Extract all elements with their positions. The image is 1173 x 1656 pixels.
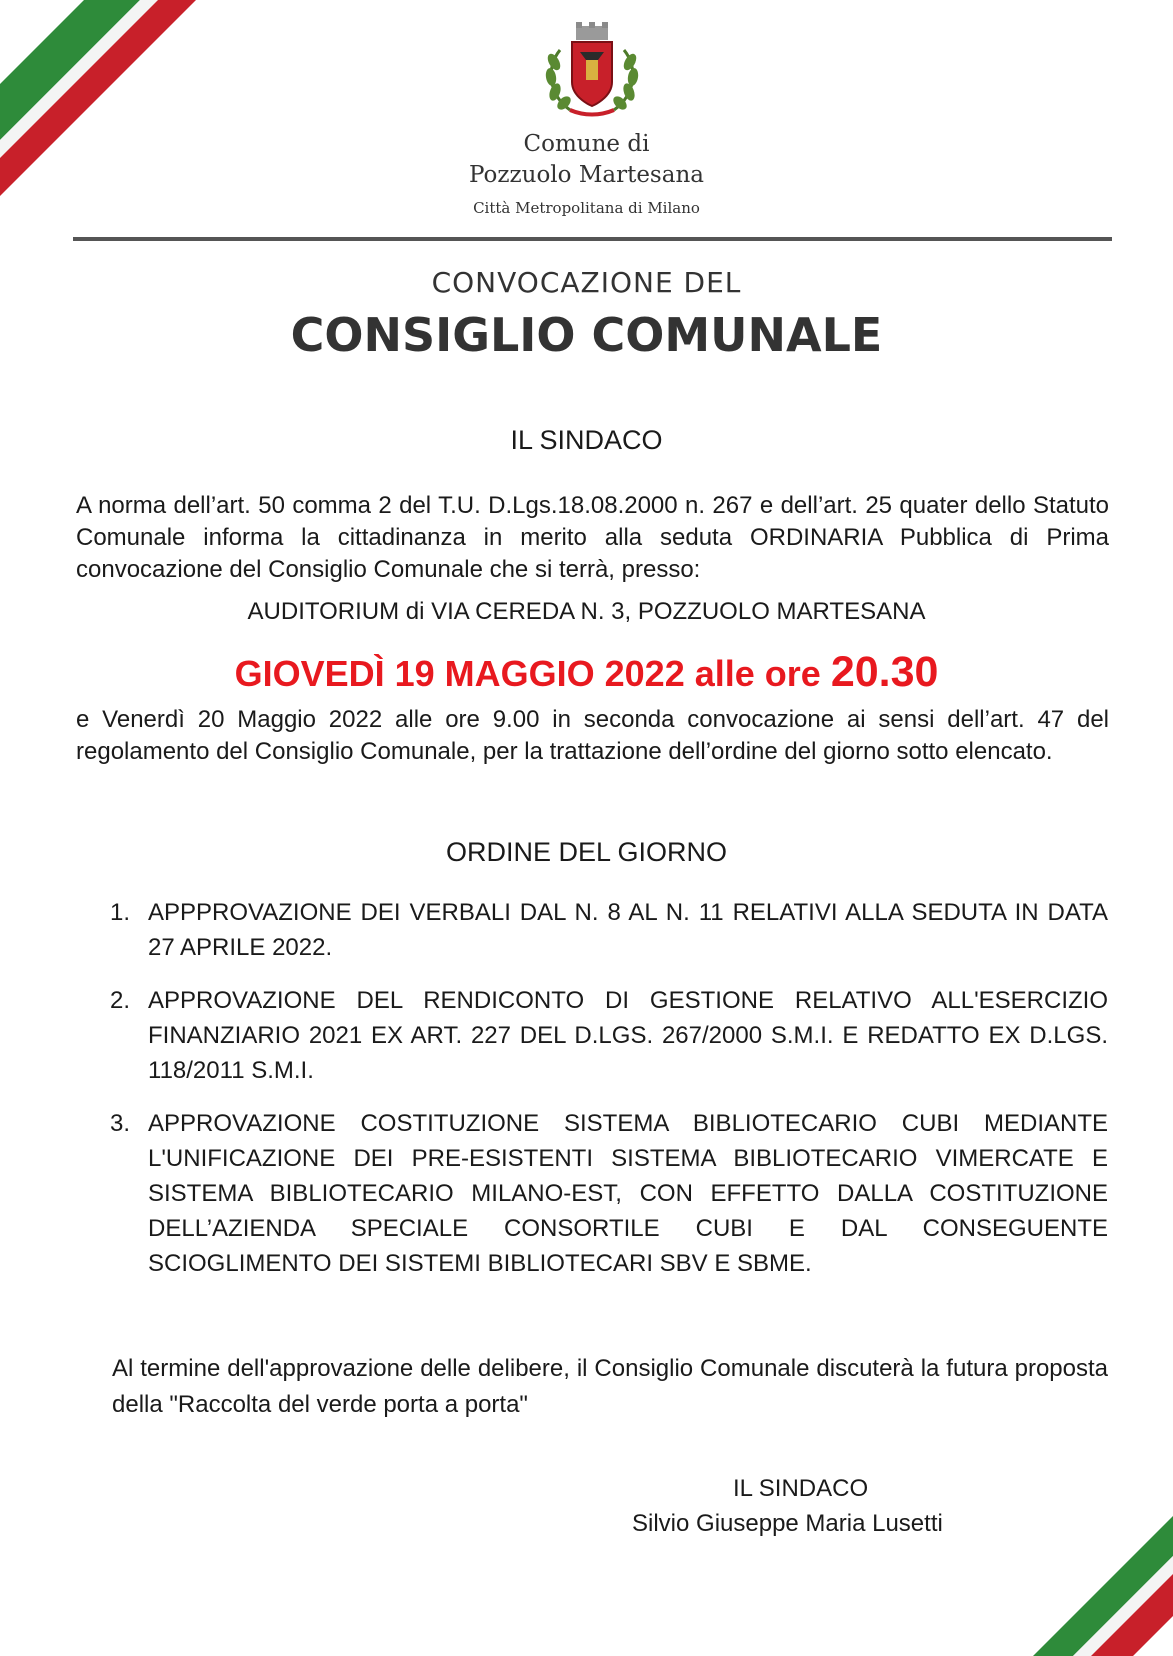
- agenda-item-text: APPROVAZIONE DEL RENDICONTO DI GESTIONE RELATIVO ALL'ESERCIZIO FINANZIARIO 2021 EX ART. 227 DEL D.LGS. 267/2000 S.M.I. E REDATTO EX D.LGS. 118/2011 S.M.I.: [148, 987, 1108, 1084]
- agenda-item-text: APPROVAZIONE COSTITUZIONE SISTEMA BIBLIOTECARIO CUBI MEDIANTE L'UNIFICAZIONE DEI PRE-ESISTENTI SISTEMA BIBLIOTECARIO VIMERCATE E SISTEMA BIBLIOTECARIO MILANO-EST, CON EFFETTO DALLA COSTITUZIONE DELL’AZIENDA SPECIALE CONSORTILE CUBI E DAL CONSEGUENTE SCIOGLIMENTO DEI SISTEMI BIBLIOTECARI SBV E SBME.: [148, 1110, 1108, 1277]
- closing-paragraph: Al termine dell'approvazione delle delibere, il Consiglio Comunale discuterà la futura proposta della "Raccolta del verde porta a porta": [112, 1355, 1108, 1418]
- municipality-name-line1: Comune di: [523, 131, 650, 157]
- agenda-list: [110, 895, 1108, 1299]
- header-divider: [73, 237, 1112, 241]
- meeting-date: [0, 648, 1173, 697]
- agenda-item-number: 1.: [110, 899, 131, 926]
- meeting-date-text: GIOVEDÌ 19 MAGGIO 2022 alle ore: [234, 653, 821, 694]
- sindaco-heading: IL SINDACO: [510, 425, 663, 455]
- signature-role: IL SINDACO: [733, 1475, 869, 1502]
- agenda-item: [110, 983, 1108, 1088]
- title-line1: CONVOCAZIONE DEL: [431, 266, 742, 299]
- second-convocation-paragraph: e Venerdì 20 Maggio 2022 alle ore 9.00 in seconda convocazione ai sensi dell’art. 47 del regolamento del Consiglio Comunale, per la trattazione dell’ordine del giorno sotto elencato.: [76, 706, 1109, 765]
- venue-line: AUDITORIUM di VIA CEREDA N. 3, POZZUOLO MARTESANA: [247, 598, 926, 625]
- intro-paragraph: A norma dell’art. 50 comma 2 del T.U. D.Lgs.18.08.2000 n. 267 e dell’art. 25 quater dello Statuto Comunale informa la cittadinanza in merito alla seduta ORDINARIA Pubblica di Prima convocazione del Consiglio Comunale che si terrà, presso:: [76, 492, 1109, 583]
- tricolor-ribbon-bottom-right: [973, 1456, 1173, 1656]
- agenda-heading: ORDINE DEL GIORNO: [445, 837, 728, 867]
- meeting-time: 20.30: [830, 648, 939, 696]
- agenda-item-text: APPPROVAZIONE DEI VERBALI DAL N. 8 AL N. 11 RELATIVI ALLA SEDUTA IN DATA 27 APRILE 2022.: [148, 899, 1108, 961]
- agenda-item-number: 2.: [110, 987, 131, 1014]
- metropolitan-city-line: Città Metropolitana di Milano: [473, 199, 700, 217]
- signature-name: Silvio Giuseppe Maria Lusetti: [632, 1510, 943, 1537]
- agenda-item: [110, 895, 1108, 965]
- agenda-item: [110, 1106, 1108, 1281]
- municipality-name-line2: Pozzuolo Martesana: [469, 162, 704, 188]
- title-line2: CONSIGLIO COMUNALE: [290, 308, 883, 362]
- municipal-coat-of-arms-icon: [540, 22, 644, 120]
- agenda-item-number: 3.: [110, 1110, 131, 1137]
